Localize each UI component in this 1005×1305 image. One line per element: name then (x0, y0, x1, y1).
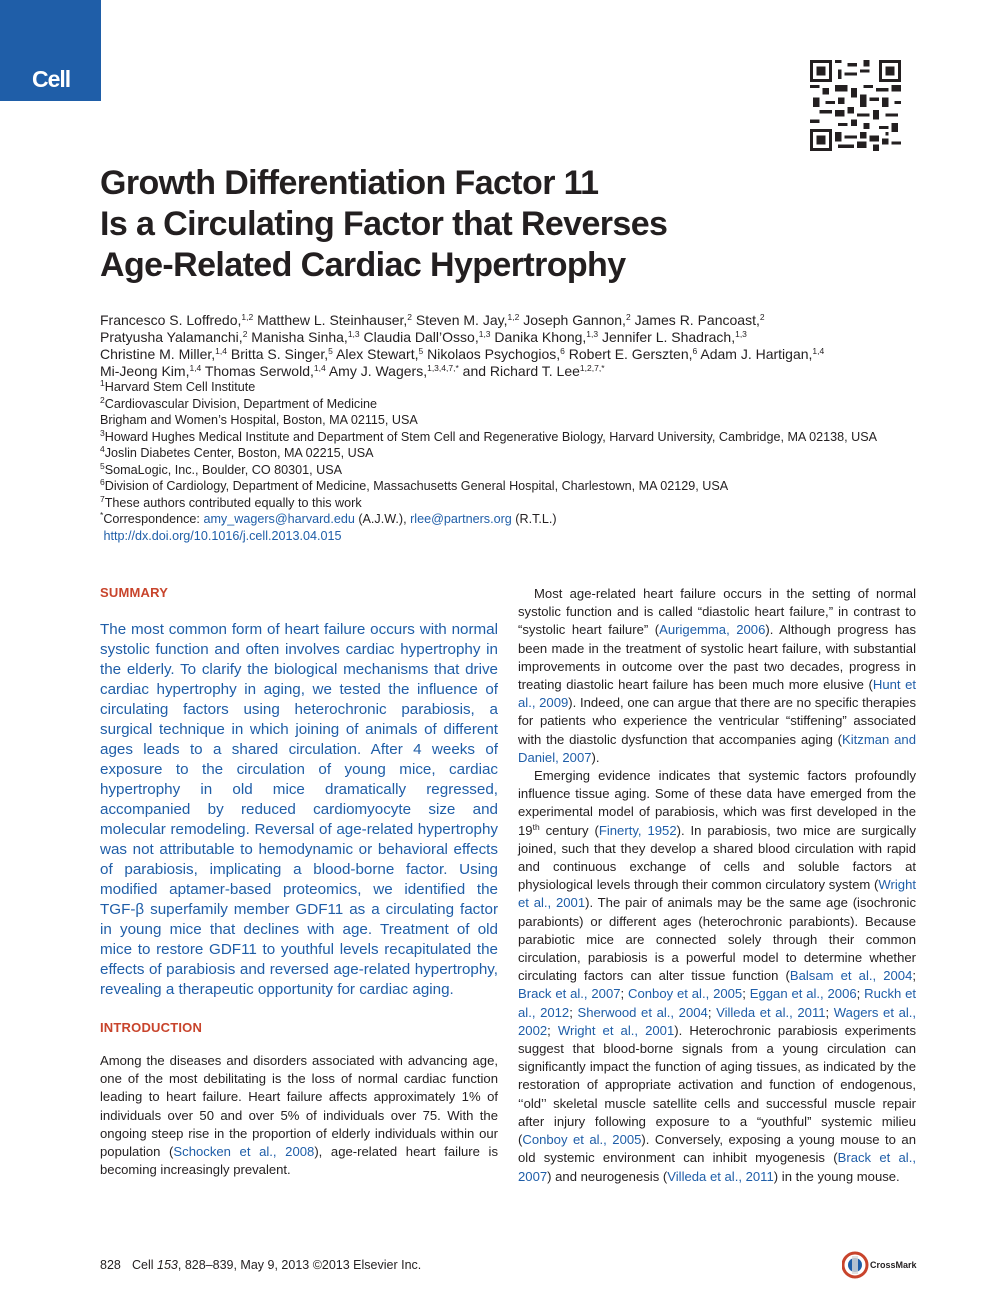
author-affiliation-marker: 6 (560, 346, 565, 356)
text-run: ). The pair of animals may be the same age (isochronic parabionts) or different ages (heterochronic parabionts). Because parabiotic mice are connected solely through their common circulation, parabiosis is a powerful model to determine whether circulating factors can alter tissue function ( (518, 895, 917, 984)
author-name: Matthew L. Steinhauser, (253, 312, 408, 328)
text-run: ; (825, 1004, 834, 1020)
text-run: ). Indeed, one can argue that there are no specific therapies for patients who experience the ventricular “stiffening” associated with the diastolic dysfunction that accompanies aging ( (518, 695, 917, 747)
citation-link[interactable]: Wagers et al., 2002 (518, 1004, 917, 1038)
text-run: ). Conversely, exposing a young mouse to an old systemic environment can inhibit myogenesis ( (518, 1132, 916, 1166)
citation-link[interactable]: Wright et al., 2001 (557, 1022, 675, 1038)
citation-link[interactable]: Hunt et al., 2009 (518, 677, 917, 711)
author-name: and Richard T. Lee (458, 363, 580, 379)
author-affiliation-marker: 1,2 (507, 312, 520, 322)
author-name: Adam J. Hartigan, (697, 346, 813, 362)
citation-link[interactable]: Finerty, 1952 (598, 822, 677, 838)
correspondence-line: *Correspondence: amy_wagers@harvard.edu (A.J.W.), rlee@partners.org (R.T.L.) (100, 510, 557, 526)
affiliation-line: $^5$SomaLogic, Inc., Boulder, CO 80301, USA (100, 460, 343, 477)
author-affiliation-marker: 5 (328, 346, 333, 356)
right-column (518, 585, 916, 1186)
text-run: ). Although progress has been made in the treatment of systolic heart failure, with substantial improvements in outcome over the past two decades, progress in treating diastolic heart failure has been much more elusive ( (518, 622, 916, 693)
page-number: 828 (100, 1258, 121, 1272)
author-line (100, 329, 920, 346)
author-name: Robert E. Gerszten, (564, 346, 693, 362)
doi-line (100, 528, 930, 545)
author-affiliation-marker: 1,4 (189, 363, 202, 373)
text-run: ; (856, 986, 865, 1002)
citation-link[interactable]: Ruckh et al., 2012 (518, 986, 917, 1020)
author-affiliation-marker: 2 (759, 312, 765, 322)
affiliation-line: $^7$These authors contributed equally to this work (100, 493, 362, 510)
text-run: ). (591, 749, 600, 765)
email-link-wagers[interactable]: amy_wagers@harvard.edu (203, 512, 355, 526)
author-name: Joseph Gannon, (519, 312, 626, 328)
text-run: century ( (539, 822, 599, 838)
author-line (100, 346, 920, 363)
citation-link[interactable]: Wright et al., 2001 (518, 877, 916, 911)
author-name: Alex Stewart, (332, 346, 419, 362)
text-run: ; (912, 968, 917, 984)
text-run: ; (742, 986, 750, 1002)
author-affiliation-marker: 1,2,7,* (579, 363, 605, 373)
author-name: Manisha Sinha, (247, 329, 348, 345)
email-link-lee[interactable]: rlee@partners.org (410, 512, 512, 526)
author-line (100, 363, 920, 380)
author-name: Jennifer L. Shadrach, (598, 329, 736, 345)
author-line (100, 312, 920, 329)
author-affiliation-marker: 1,4 (215, 346, 227, 356)
author-affiliation-marker: 1,3 (586, 329, 599, 339)
author-name: Thomas Serwold, (201, 363, 314, 379)
author-name: Claudia Dall’Osso, (359, 329, 479, 345)
doi-link[interactable]: http://dx.doi.org/10.1016/j.cell.2013.04.015 (103, 528, 342, 543)
journal-citation: Cell 153, 828–839, May 9, 2013 ©2013 Elsevier Inc. (132, 1258, 422, 1272)
summary-heading: SUMMARY (100, 585, 169, 600)
intro-paragraph-left (100, 1052, 498, 1179)
left-column (100, 585, 498, 1179)
text-run: ; (620, 986, 629, 1002)
text-run: Emerging evidence indicates that systemic factors profoundly influence tissue aging. Some of these data have emerged from the experimental model of parabiosis, which was first developed in the 19 (518, 768, 916, 838)
title-line: Growth Differentiation Factor 11 (100, 164, 599, 202)
author-affiliation-marker: 1,4 (812, 346, 825, 356)
author-name: Christine M. Miller, (100, 346, 216, 362)
author-name: Nikolaos Psychogios, (423, 346, 561, 362)
article-title (100, 163, 860, 286)
citation-link[interactable]: Schocken et al., 2008 (173, 1144, 315, 1160)
author-affiliation-marker: 2 (407, 312, 413, 322)
author-name: Britta S. Singer, (226, 346, 329, 362)
author-affiliation-marker: 1,2 (241, 312, 254, 322)
author-name: Mi-Jeong Kim, (100, 363, 190, 379)
title-line: Is a Circulating Factor that Reverses (100, 205, 668, 243)
citation-link[interactable]: Conboy et al., 2005 (522, 1132, 642, 1148)
affiliation-line: $^4$Joslin Diabetes Center, Boston, MA 02215, USA (100, 444, 374, 460)
summary-text: The most common form of heart failure occurs with normal systolic function and often involves cardiac hypertrophy in the elderly. To clarify the biological mechanisms that drive cardiac hypertrophy in aging, we tested the influence of circulating factors using heterochronic parabiosis, a surgical technique in which joining of animals of different ages leads to a shared circulation. After 4 weeks of exposure to the circulation of young mice, cardiac hypertrophy in old mice dramatically regressed, accompanied by reduced cardiomyocyte size and molecular remodeling. Reversal of age-related hypertrophy was not attributable to hemodynamic or behavioral effects of parabiosis, implicating a blood-borne factor. Using modified aptamer-based proteomics, we identified the TGF-β superfamily member GDF11 as a circulating factor in young mice that declines with age. Treatment of old mice to restore GDF11 to youthful levels recapitulated the effects of parabiosis and reversed age-related hypertrophy, revealing a therapeutic opportunity for cardiac aging. (100, 621, 498, 998)
affiliation-line: $^3$Howard Hughes Medical Institute and Department of Stem Cell and Regenerative Biology, Harvard University, Cambridge, MA 02138, USA (100, 427, 878, 444)
text-run: ; (707, 1004, 717, 1020)
citation-link[interactable]: Villeda et al., 2011 (716, 1004, 826, 1020)
author-name: Francesco S. Loffredo, (100, 312, 242, 328)
introduction-heading: INTRODUCTION (100, 1020, 203, 1035)
author-name: Amy J. Wagers, (325, 363, 428, 379)
journal-logo-text: Cell (32, 66, 71, 92)
citation-link[interactable]: Brack et al., 2007 (518, 986, 621, 1002)
text-run: ; (547, 1022, 558, 1038)
citation-link[interactable]: Sherwood et al., 2004 (577, 1004, 708, 1020)
qr-code-icon[interactable] (810, 60, 901, 151)
author-affiliation-marker: 6 (692, 346, 698, 356)
intro-paragraph-3 (518, 767, 916, 1186)
text-run: Most age-related heart failure occurs in the setting of normal systolic function and is called “diastolic heart failure,” in contrast to “systolic heart failure” ( (518, 586, 916, 638)
citation-link[interactable]: Eggan et al., 2006 (749, 986, 857, 1002)
author-affiliation-marker: 2 (242, 329, 248, 339)
author-affiliation-marker: 1,3 (735, 329, 747, 339)
cell-journal-logo (0, 0, 101, 101)
intro-paragraph-2 (518, 585, 916, 767)
citation-link[interactable]: Villeda et al., 2011 (667, 1168, 774, 1184)
author-name: Steven M. Jay, (412, 312, 508, 328)
text-run: ), age-related heart failure is becoming increasingly prevalent. (100, 1144, 498, 1178)
author-name: Pratyusha Yalamanchi, (100, 329, 243, 345)
author-affiliation-marker: 5 (418, 346, 424, 356)
affiliations (100, 379, 930, 544)
citation-link[interactable]: Conboy et al., 2005 (628, 986, 743, 1002)
affiliation-line: $^2$Cardiovascular Division, Department of Medicine (100, 394, 378, 411)
text-run: ) and neurogenesis ( (547, 1168, 668, 1184)
author-affiliation-marker: 2 (625, 312, 631, 322)
text-run: Among the diseases and disorders associated with advancing age, one of the most debilitating is the loss of normal cardiac function leading to heart failure. Heart failure affects approximately 1% of individuals over 50 and over 5% of individuals over 75. With the ongoing steep rise in the proportion of elderly individuals within our population ( (100, 1053, 498, 1160)
author-name: James R. Pancoast, (630, 312, 760, 328)
superscript: th (532, 821, 540, 832)
text-run: ). In parabiosis, two mice are surgically joined, such that they develop a shared blood circulation with rapid and continuous exchange of cells and soluble factors at physiological levels through their common circulatory system ( (518, 822, 916, 893)
author-affiliation-marker: 1,4 (313, 363, 326, 373)
text-run: ) in the young mouse. (773, 1168, 900, 1184)
author-affiliation-marker: 1,3,4,7,* (427, 363, 459, 373)
crossmark-label: CrossMark (870, 1260, 917, 1270)
citation-link[interactable]: Balsam et al., 2004 (789, 968, 913, 984)
affiliation-line: $^1$Harvard Stem Cell Institute (100, 378, 256, 394)
citation-link[interactable]: Brack et al., 2007 (518, 1150, 916, 1184)
citation-link[interactable]: Aurigemma, 2006 (659, 622, 766, 638)
author-name: Danika Khong, (490, 329, 587, 345)
author-affiliation-marker: 1,3 (478, 329, 491, 339)
text-run: ). Heterochronic parabiosis experiments suggest that blood-borne signals from a young circulation can significantly impact the function of aging tissues, as indicated by the restoration of appropriate activation and function of endogenous, ‘‘old’’ skeletal muscle satellite cells and successful muscle repair after injury following exposure to a “youthful” systemic milieu ( (518, 1022, 916, 1148)
affiliation-line: Brigham and Women’s Hospital, Boston, MA 02115, USA (100, 413, 418, 427)
citation-link[interactable]: Kitzman and Daniel, 2007 (518, 731, 916, 765)
author-list (100, 312, 920, 380)
affiliation-line: $^6$Division of Cardiology, Department of Medicine, Massachusetts General Hospital, Charlestown, MA 02129, USA (100, 477, 729, 493)
title-line: Age-Related Cardiac Hypertrophy (100, 246, 626, 284)
text-run: ; (569, 1004, 578, 1020)
author-affiliation-marker: 1,3 (347, 329, 360, 339)
